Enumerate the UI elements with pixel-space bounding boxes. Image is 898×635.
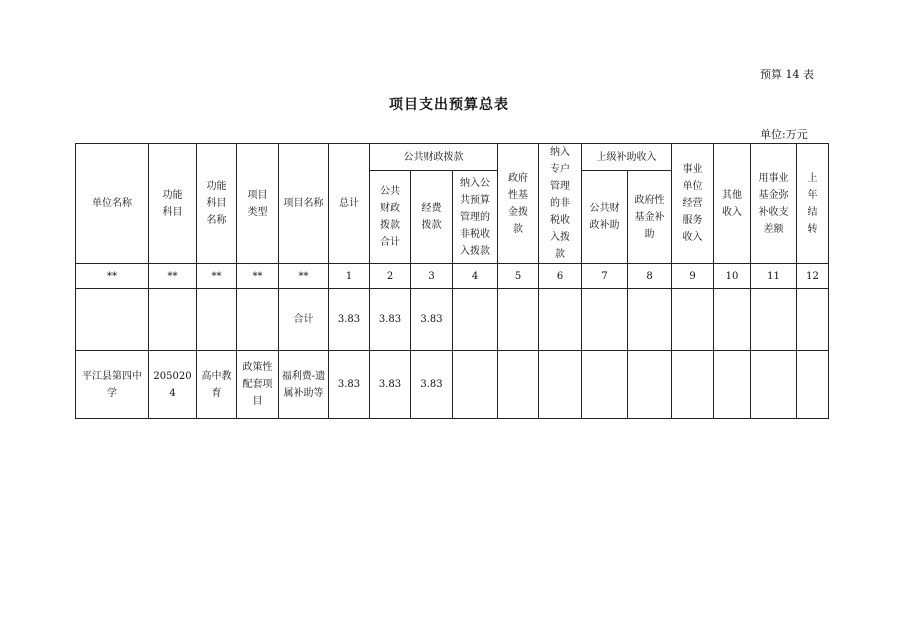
row-public-fiscal-subtotal: 3.83 bbox=[370, 351, 411, 419]
budget-table bbox=[75, 143, 829, 419]
cell bbox=[797, 351, 829, 419]
cell bbox=[714, 351, 751, 419]
header-row-top bbox=[76, 144, 829, 171]
column-number: 6 bbox=[539, 264, 582, 289]
column-number: ** bbox=[76, 264, 149, 289]
header-special-non-tax: 纳入专户管理的非税收入拨款 bbox=[539, 144, 582, 264]
column-number: 7 bbox=[582, 264, 628, 289]
row-func-subject-name: 高中教育 bbox=[197, 351, 237, 419]
table-number: 预算 14 表 bbox=[760, 68, 814, 81]
column-number: 3 bbox=[411, 264, 453, 289]
total-amount: 3.83 bbox=[329, 289, 370, 351]
header-project-type: 项目类型 bbox=[237, 144, 279, 264]
cell bbox=[628, 289, 672, 351]
header-business-income: 事业单位经营服务收入 bbox=[672, 144, 714, 264]
cell bbox=[672, 289, 714, 351]
row-total: 3.83 bbox=[329, 351, 370, 419]
total-label: 合计 bbox=[279, 289, 329, 351]
total-row bbox=[76, 289, 829, 351]
column-number: 5 bbox=[498, 264, 539, 289]
column-number: 10 bbox=[714, 264, 751, 289]
cell bbox=[197, 289, 237, 351]
cell bbox=[714, 289, 751, 351]
cell bbox=[76, 289, 149, 351]
cell bbox=[672, 351, 714, 419]
total-public-fiscal-subtotal: 3.83 bbox=[370, 289, 411, 351]
column-number-row bbox=[76, 264, 829, 289]
row-operating-funds: 3.83 bbox=[411, 351, 453, 419]
header-func-subject-name: 功能科目名称 bbox=[197, 144, 237, 264]
cell bbox=[539, 289, 582, 351]
header-total: 总计 bbox=[329, 144, 370, 264]
cell bbox=[453, 289, 498, 351]
header-func-subject: 功能科目 bbox=[149, 144, 197, 264]
row-unit-name: 平江县第四中学 bbox=[76, 351, 149, 419]
unit-label: 单位:万元 bbox=[760, 128, 808, 141]
header-superior-public-fiscal: 公共财政补助 bbox=[582, 171, 628, 264]
column-number: ** bbox=[197, 264, 237, 289]
header-operating-funds: 经费拨款 bbox=[411, 171, 453, 264]
cell bbox=[237, 289, 279, 351]
cell bbox=[539, 351, 582, 419]
column-number: 4 bbox=[453, 264, 498, 289]
column-number: 11 bbox=[751, 264, 797, 289]
cell bbox=[751, 289, 797, 351]
header-public-fiscal: 公共财政拨款 bbox=[370, 144, 498, 171]
header-unit-name: 单位名称 bbox=[76, 144, 149, 264]
column-number: ** bbox=[237, 264, 279, 289]
cell bbox=[582, 351, 628, 419]
header-superior-subsidy: 上级补助收入 bbox=[582, 144, 672, 171]
header-carry-over: 上年结转 bbox=[797, 144, 829, 264]
row-func-subject: 2050204 bbox=[149, 351, 197, 419]
column-number: ** bbox=[279, 264, 329, 289]
cell bbox=[797, 289, 829, 351]
header-public-fiscal-subtotal: 公共财政拨款合计 bbox=[370, 171, 411, 264]
column-number: ** bbox=[149, 264, 197, 289]
cell bbox=[498, 289, 539, 351]
column-number: 8 bbox=[628, 264, 672, 289]
header-project-name: 项目名称 bbox=[279, 144, 329, 264]
header-non-tax-income: 纳入公共预算管理的非税收入拨款 bbox=[453, 171, 498, 264]
row-project-name: 福利费-遗属补助等 bbox=[279, 351, 329, 419]
column-number: 9 bbox=[672, 264, 714, 289]
cell bbox=[453, 351, 498, 419]
page-title: 项目支出预算总表 bbox=[389, 97, 509, 113]
header-superior-gov-fund: 政府性基金补助 bbox=[628, 171, 672, 264]
cell bbox=[628, 351, 672, 419]
cell bbox=[149, 289, 197, 351]
header-other-income: 其他收入 bbox=[714, 144, 751, 264]
total-operating-funds: 3.83 bbox=[411, 289, 453, 351]
header-balance-fund: 用事业基金弥补收支差额 bbox=[751, 144, 797, 264]
header-gov-fund: 政府性基金拨款 bbox=[498, 144, 539, 264]
cell bbox=[751, 351, 797, 419]
table-row bbox=[76, 351, 829, 419]
column-number: 1 bbox=[329, 264, 370, 289]
row-project-type: 政策性配套项目 bbox=[237, 351, 279, 419]
column-number: 2 bbox=[370, 264, 411, 289]
cell bbox=[582, 289, 628, 351]
column-number: 12 bbox=[797, 264, 829, 289]
cell bbox=[498, 351, 539, 419]
